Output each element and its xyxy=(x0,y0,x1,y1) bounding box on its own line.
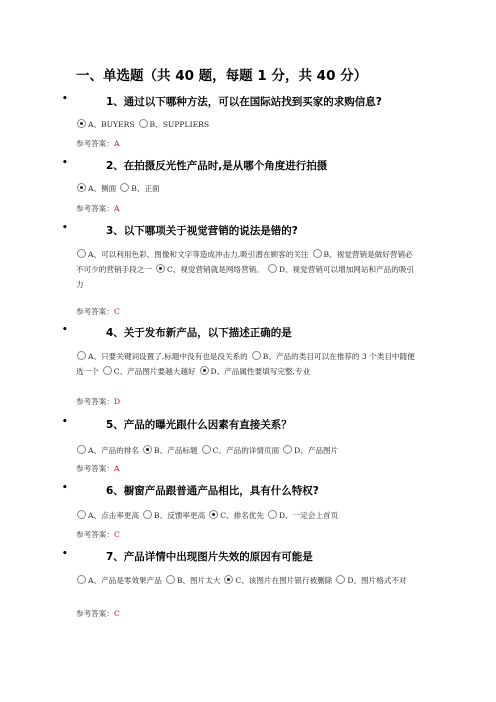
radio-button[interactable] xyxy=(313,249,322,258)
question-7-options xyxy=(76,573,416,588)
radio-button[interactable] xyxy=(77,510,86,519)
question-2-options xyxy=(76,182,416,196)
radio-button[interactable] xyxy=(139,119,148,128)
question-4-answer xyxy=(76,396,120,407)
option-label: B、SUPPLIERS xyxy=(149,120,210,129)
option-label: B、反馈率更高 xyxy=(154,511,206,520)
question-text: 7、产品详情中出现图片失效的原因有可能是 xyxy=(106,551,313,563)
option-label: A、只要关键词设置了,标题中没有也是没关系的 xyxy=(88,352,248,361)
radio-button[interactable] xyxy=(77,445,86,454)
radio-button[interactable] xyxy=(268,510,277,519)
option-label: A、产品是零效果产品 xyxy=(88,576,162,585)
question-6-answer xyxy=(76,529,120,540)
answer-label: 参考答案： xyxy=(76,307,114,316)
option-label: D、图片格式不对 xyxy=(347,576,407,585)
radio-button[interactable] xyxy=(77,183,86,192)
question-text: 6、橱窗产品跟普通产品相比，具有什么特权? xyxy=(106,485,319,497)
answer-value: C xyxy=(113,530,120,539)
answer-value: C xyxy=(113,609,120,618)
bullet-icon: • xyxy=(62,325,68,335)
answer-value: A xyxy=(113,464,120,473)
answer-label: 参考答案： xyxy=(76,609,114,618)
option-label: B、正面 xyxy=(131,184,160,193)
radio-button[interactable] xyxy=(77,351,86,360)
answer-label: 参考答案： xyxy=(76,464,114,473)
question-text: 3、以下哪项关于视觉营销的说法是错的? xyxy=(106,225,298,237)
radio-button[interactable] xyxy=(209,510,218,519)
radio-button[interactable] xyxy=(120,183,129,192)
radio-button[interactable] xyxy=(143,445,152,454)
question-6-options xyxy=(76,509,416,523)
radio-button[interactable] xyxy=(224,575,233,584)
answer-label: 参考答案： xyxy=(76,139,114,148)
answer-value: A xyxy=(113,204,120,213)
option-label: B、产品标题 xyxy=(154,446,198,455)
question-4-options xyxy=(76,349,416,379)
section-title: 一、单选题（共 40 题，每题 1 分，共 40 分） xyxy=(76,68,368,84)
option-label: C、产品的详情页面 xyxy=(212,446,280,455)
option-label: C、产品图片要越大越好 xyxy=(113,367,196,376)
option-label: C、排名优先 xyxy=(220,511,264,520)
radio-button[interactable] xyxy=(336,575,345,584)
answer-label: 参考答案： xyxy=(76,397,114,406)
radio-button[interactable] xyxy=(268,264,277,273)
question-1-answer xyxy=(76,138,119,149)
radio-button[interactable] xyxy=(103,366,112,375)
question-5-answer xyxy=(76,463,119,474)
answer-value: D xyxy=(113,397,121,406)
question-2-answer xyxy=(76,203,119,214)
question-text: 1、通过以下哪种方法，可以在国际站找到买家的求购信息? xyxy=(106,96,382,108)
question-3-options xyxy=(76,247,416,292)
option-label: C、该图片在图片银行被删除 xyxy=(235,576,333,585)
question-1-options xyxy=(76,118,416,132)
radio-button[interactable] xyxy=(143,510,152,519)
option-label: A、侧面 xyxy=(88,184,117,193)
bullet-icon: • xyxy=(62,94,68,104)
option-label: B、图片太大 xyxy=(176,576,221,585)
question-text: 4、关于发布新产品，以下描述正确的是 xyxy=(106,327,292,339)
option-label: C、视觉营销就是网络营销。 xyxy=(166,265,264,274)
answer-value: A xyxy=(113,139,120,148)
question-text: 2、在拍摄反光性产品时,是从哪个角度进行拍摄 xyxy=(106,160,328,172)
bullet-icon: • xyxy=(62,483,68,493)
option-label: A、BUYERS xyxy=(88,120,135,129)
radio-button[interactable] xyxy=(156,264,165,273)
answer-label: 参考答案： xyxy=(76,530,114,539)
bullet-icon: • xyxy=(62,223,68,233)
radio-button[interactable] xyxy=(166,575,175,584)
option-label: D、产品图片 xyxy=(294,446,339,455)
option-label: A、可以利用色彩、图像和文字等造成冲击力,吸引潜在顾客的关注 xyxy=(88,250,309,259)
bullet-icon: • xyxy=(62,158,68,168)
question-7-answer xyxy=(76,608,120,619)
radio-button[interactable] xyxy=(77,575,86,584)
bullet-icon: • xyxy=(62,549,68,559)
radio-button[interactable] xyxy=(77,119,86,128)
question-5-options xyxy=(76,444,416,458)
radio-button[interactable] xyxy=(283,445,292,454)
option-label: B、视觉营销是做好营销必不可少的营销手段之一 xyxy=(76,250,413,274)
option-label: A、产品的排名 xyxy=(88,446,140,455)
question-text: 5、产品的曝光跟什么因素有直接关系？ xyxy=(106,419,292,431)
radio-button[interactable] xyxy=(202,445,211,454)
option-label: A、点击率更高 xyxy=(88,511,140,520)
option-label: D、视觉营销可以增加网站和产品的吸引力 xyxy=(76,265,415,289)
option-label: B、产品的类目可以在推荐的 3 个类目中随便选一个 xyxy=(76,352,415,376)
question-3-answer xyxy=(76,306,120,317)
radio-button[interactable] xyxy=(77,249,86,258)
answer-label: 参考答案： xyxy=(76,204,114,213)
option-label: D、一定会上首页 xyxy=(278,511,339,520)
answer-value: C xyxy=(113,307,120,316)
radio-button[interactable] xyxy=(200,366,209,375)
radio-button[interactable] xyxy=(252,351,261,360)
bullet-icon: • xyxy=(62,417,68,427)
option-label: D、产品属性要填写完整,专业 xyxy=(210,367,311,376)
